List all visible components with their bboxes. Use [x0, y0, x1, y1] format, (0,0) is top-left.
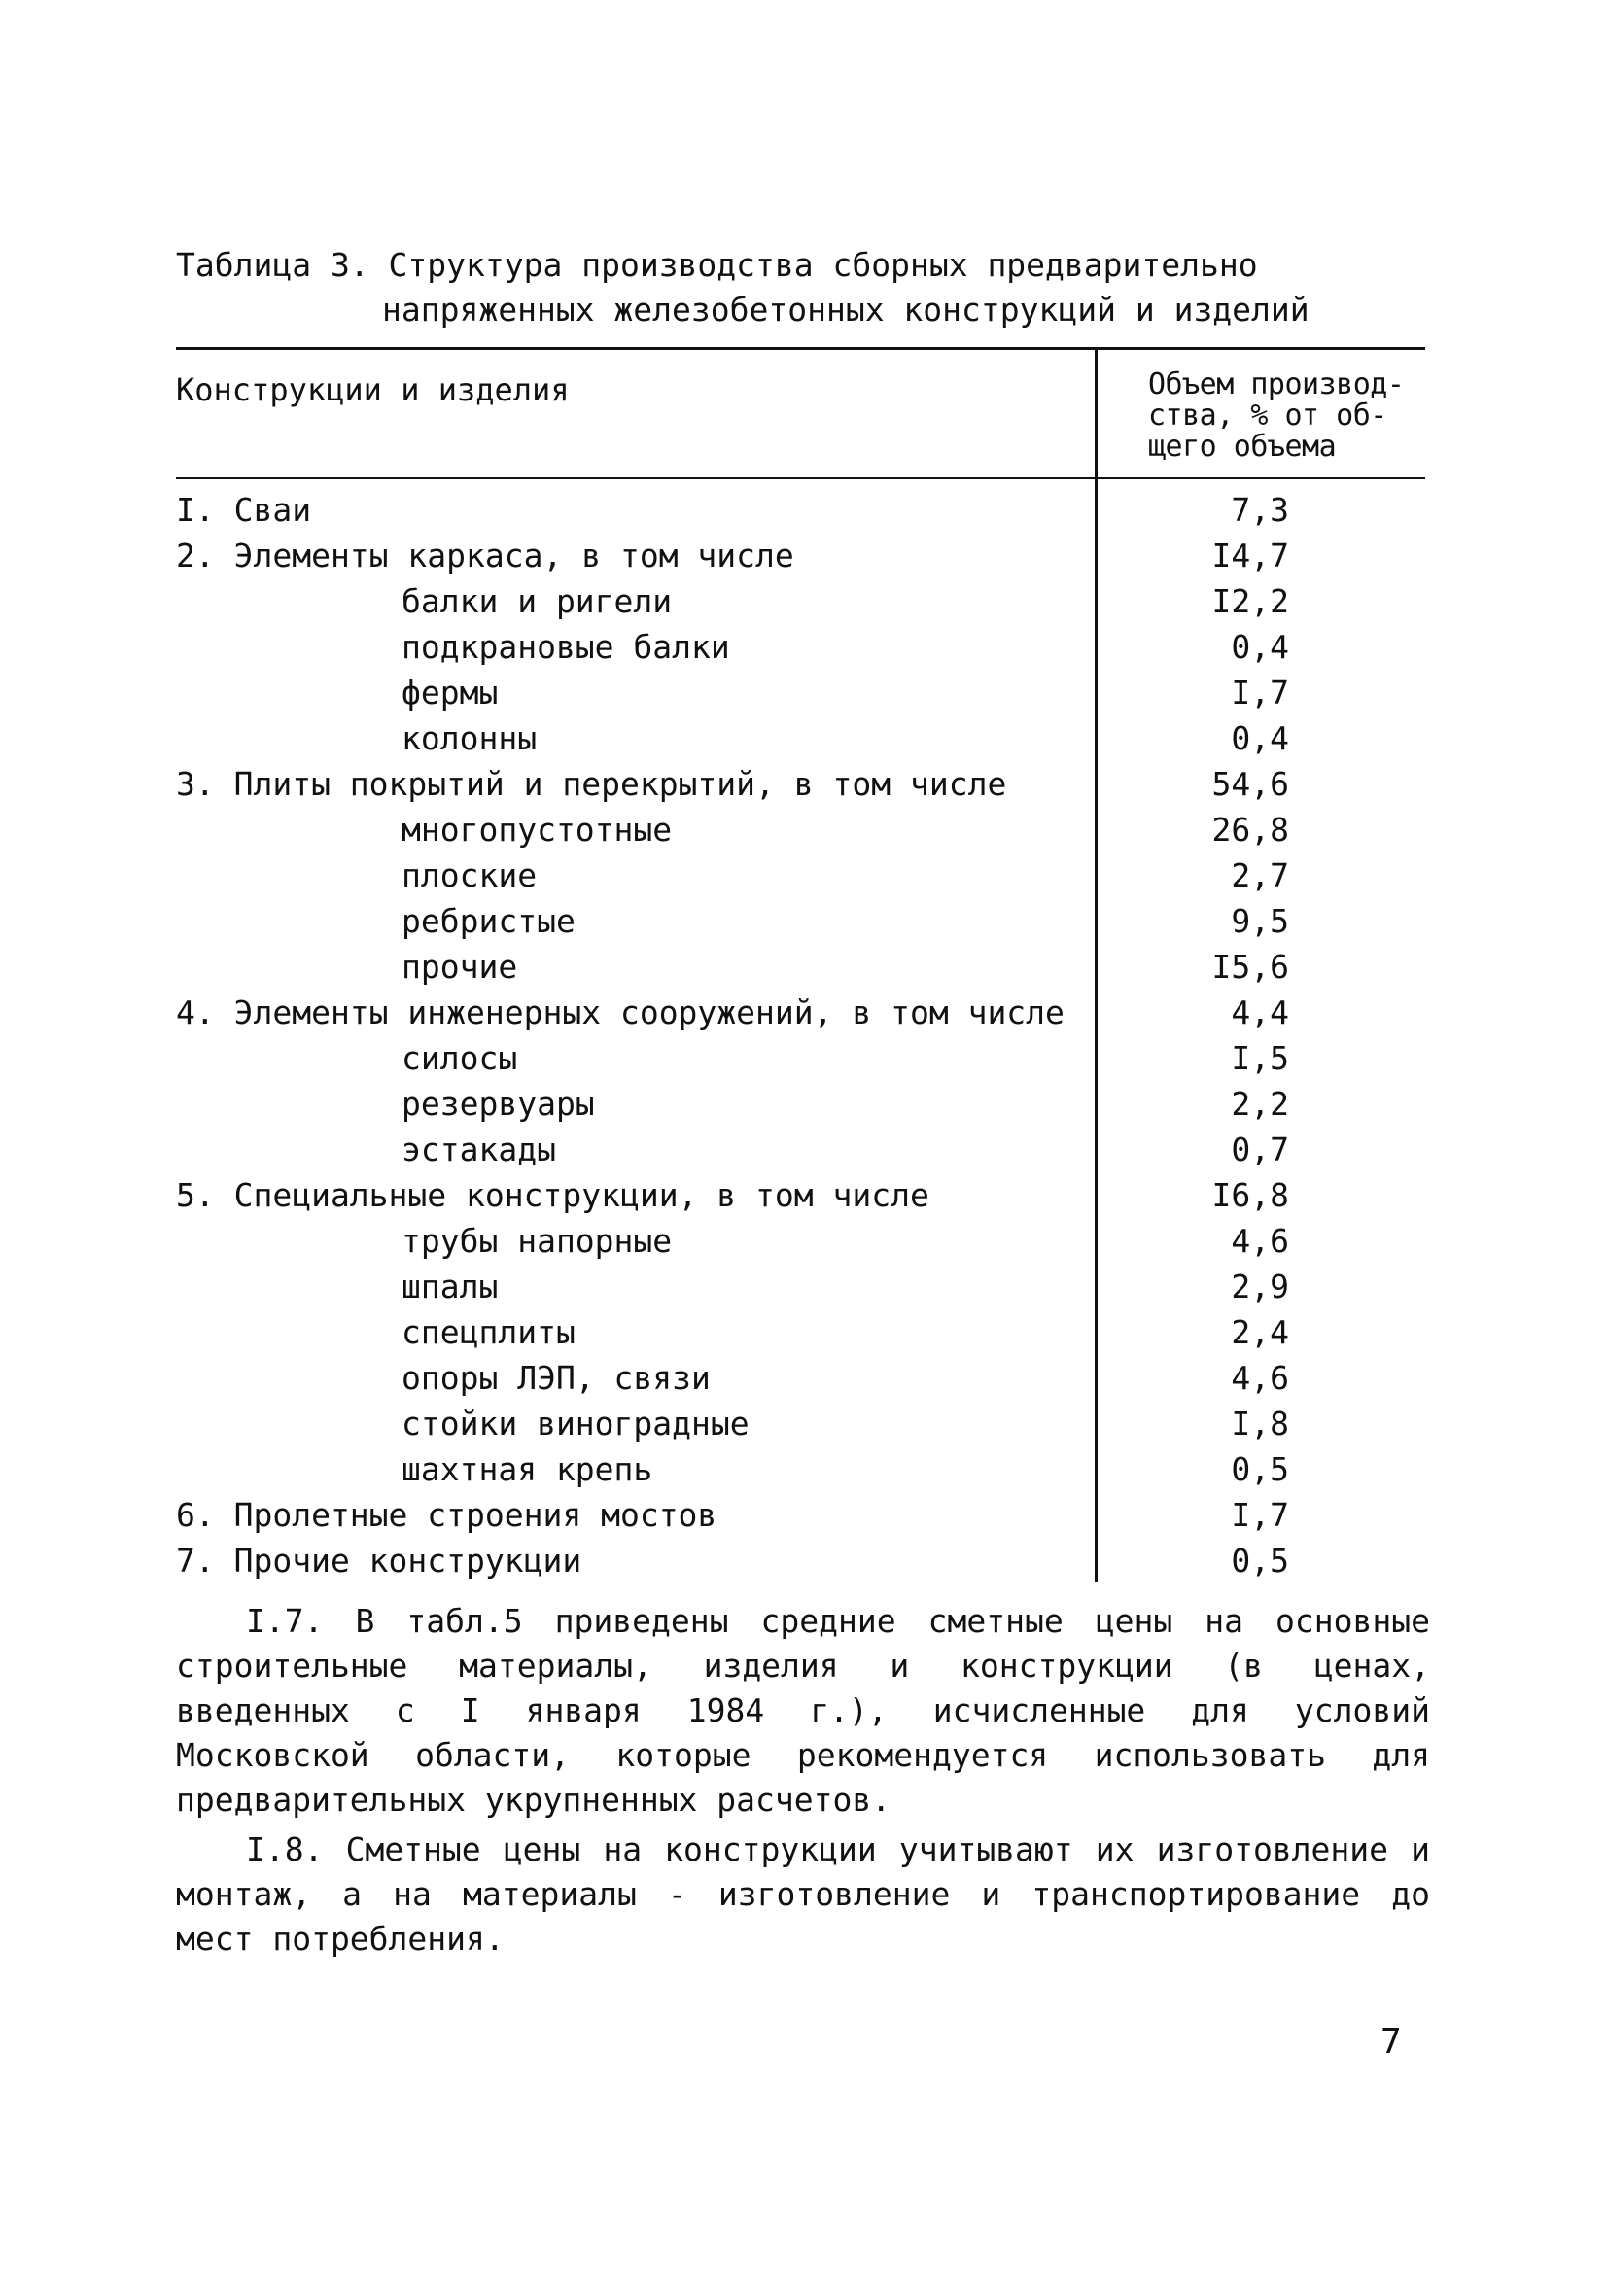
table-row: [176, 1081, 1425, 1127]
row-label: 7. Прочие конструкции: [176, 1542, 582, 1580]
row-label: балки и ригели: [402, 582, 673, 620]
row-label: плоские: [402, 856, 538, 894]
page-number: 7: [1380, 2022, 1402, 2062]
paragraph-1-7: [176, 1599, 1430, 1823]
row-value: 54,6: [1211, 765, 1289, 803]
row-label: силосы: [402, 1039, 518, 1077]
table-row: [176, 852, 1425, 898]
paragraph-1-8-text: I.8. Сметные цены на конструкции учитывают их изготовление и монтаж, а на материалы - изготовление и транспортирование до мест потребления.: [176, 1830, 1430, 1958]
row-value: 9,5: [1231, 902, 1289, 940]
table-row: [176, 1264, 1425, 1309]
row-value: 4,6: [1231, 1359, 1289, 1397]
table-row: [176, 1492, 1425, 1538]
table-row: [176, 1355, 1425, 1401]
row-value: 4,4: [1231, 993, 1289, 1031]
row-label: многопустотные: [402, 811, 673, 849]
table-row: [176, 578, 1425, 624]
table-row: [176, 990, 1425, 1035]
row-value: 2,4: [1231, 1313, 1289, 1351]
row-value: I5,6: [1211, 948, 1289, 986]
row-value: 0,4: [1231, 628, 1289, 666]
table-row: [176, 944, 1425, 990]
production-structure-table: [176, 347, 1425, 1583]
table-row: [176, 1172, 1425, 1218]
table-row: [176, 1401, 1425, 1446]
row-value: I6,8: [1211, 1176, 1289, 1214]
row-label: спецплиты: [402, 1313, 576, 1351]
row-label: 6. Пролетные строения мостов: [176, 1496, 717, 1534]
table-row: [176, 1446, 1425, 1492]
row-label: I. Сваи: [176, 491, 312, 529]
row-value: I,7: [1231, 1496, 1289, 1534]
row-value: 0,7: [1231, 1131, 1289, 1168]
row-value: 2,9: [1231, 1268, 1289, 1305]
table-row: [176, 807, 1425, 852]
row-value: 0,5: [1231, 1542, 1289, 1580]
row-value: I,8: [1231, 1405, 1289, 1443]
row-value: 26,8: [1211, 811, 1289, 849]
row-value: 0,5: [1231, 1450, 1289, 1488]
header-volume-percent: Объем производ- ства, % от об- щего объема: [1148, 367, 1405, 464]
paragraph-1-7-text: I.7. В табл.5 приведены средние сметные цены на основные строительные материалы, изделия и конструкции (в ценах, введенных с I января 1984 г.), исчисленные для условий Московской области, которые рекомендуется использовать для предварительных укрупненных расчетов.: [176, 1602, 1430, 1819]
row-value: I,7: [1231, 674, 1289, 712]
row-label: эстакады: [402, 1131, 556, 1168]
row-label: шахтная крепь: [402, 1450, 653, 1488]
row-label: прочие: [402, 948, 518, 986]
header-constructions: Конструкции и изделия: [176, 371, 570, 408]
caption-line-1: Таблица 3. Структура производства сборных предварительно: [176, 246, 1258, 284]
row-value: I4,7: [1211, 537, 1289, 574]
row-label: колонны: [402, 719, 538, 757]
row-value: I,5: [1231, 1039, 1289, 1077]
table-row: [176, 1309, 1425, 1355]
row-label: фермы: [402, 674, 499, 712]
row-label: стойки виноградные: [402, 1405, 750, 1443]
table-row: [176, 898, 1425, 944]
row-label: 5. Специальные конструкции, в том числе: [176, 1176, 929, 1214]
table-caption: [176, 243, 1440, 332]
row-label: опоры ЛЭП, связи: [402, 1359, 711, 1397]
table-row: [176, 761, 1425, 807]
row-label: 4. Элементы инженерных сооружений, в том числе: [176, 993, 1065, 1031]
row-label: ребристые: [402, 902, 576, 940]
row-value: 2,2: [1231, 1085, 1289, 1123]
row-value: 7,3: [1231, 491, 1289, 529]
table-row: [176, 670, 1425, 715]
table-row: [176, 1538, 1425, 1583]
table-row: [176, 1218, 1425, 1264]
table-body: [176, 479, 1425, 1583]
table-row: [176, 715, 1425, 761]
table-row: [176, 487, 1425, 533]
table-row: [176, 1127, 1425, 1172]
row-label: трубы напорные: [402, 1222, 673, 1260]
caption-line-2: напряженных железобетонных конструкций и изделий: [382, 291, 1310, 329]
table-row: [176, 624, 1425, 670]
row-value: 2,7: [1231, 856, 1289, 894]
table-row: [176, 533, 1425, 578]
row-value: I2,2: [1211, 582, 1289, 620]
row-label: подкрановые балки: [402, 628, 730, 666]
row-value: 0,4: [1231, 719, 1289, 757]
row-label: 2. Элементы каркаса, в том числе: [176, 537, 794, 574]
row-label: резервуары: [402, 1085, 595, 1123]
paragraph-1-8: [176, 1827, 1430, 1962]
row-label: шпалы: [402, 1268, 499, 1305]
table-row: [176, 1035, 1425, 1081]
table-header: [176, 350, 1425, 477]
row-label: 3. Плиты покрытий и перекрытий, в том числе: [176, 765, 1007, 803]
row-value: 4,6: [1231, 1222, 1289, 1260]
